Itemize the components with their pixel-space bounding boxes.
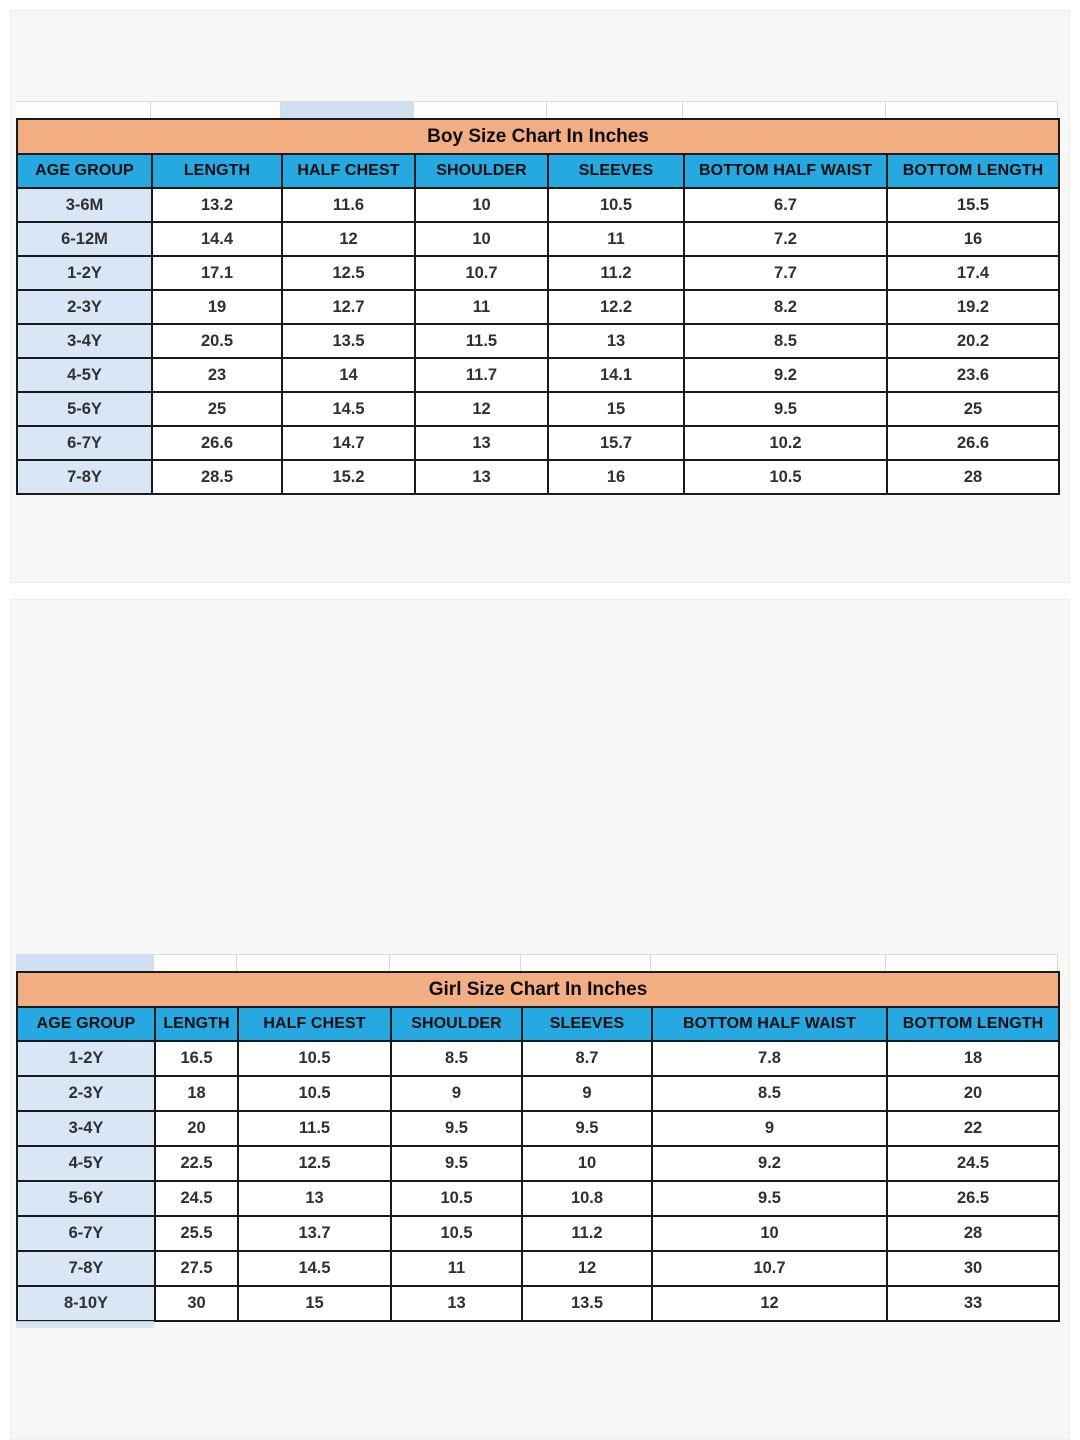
boy-column-header-4: SLEEVES: [548, 154, 684, 188]
boy-value-cell: 13.2: [152, 188, 282, 222]
girl-column-header-6: BOTTOM LENGTH: [887, 1007, 1059, 1041]
girl-value-cell: 30: [155, 1286, 238, 1321]
boy-value-cell: 14.7: [282, 426, 415, 460]
girl-value-cell: 14.5: [238, 1251, 391, 1286]
boy-age-cell: 1-2Y: [17, 256, 152, 290]
boy-value-cell: 14.1: [548, 358, 684, 392]
girl-table-row: [17, 1041, 1059, 1076]
strip-cell: [154, 955, 237, 971]
girl-table-row: [17, 1111, 1059, 1146]
boy-value-cell: 15: [548, 392, 684, 426]
boy-value-cell: 8.5: [684, 324, 887, 358]
strip-cell: [886, 955, 1058, 971]
boy-value-cell: 13: [415, 460, 548, 494]
boy-table-title: Boy Size Chart In Inches: [17, 119, 1059, 154]
boy-value-cell: 20.5: [152, 324, 282, 358]
girl-value-cell: 12: [522, 1251, 652, 1286]
girl-value-cell: 11: [391, 1251, 522, 1286]
boy-value-cell: 16: [887, 222, 1059, 256]
boy-value-cell: 13.5: [282, 324, 415, 358]
girl-value-cell: 24.5: [887, 1146, 1059, 1181]
girl-value-cell: 10.8: [522, 1181, 652, 1216]
girl-value-cell: 26.5: [887, 1181, 1059, 1216]
boy-table-row: [17, 256, 1059, 290]
boy-age-cell: 5-6Y: [17, 392, 152, 426]
girl-value-cell: 11.2: [522, 1216, 652, 1251]
girl-value-cell: 28: [887, 1216, 1059, 1251]
girl-value-cell: 9.5: [391, 1146, 522, 1181]
girl-column-header-3: SHOULDER: [391, 1007, 522, 1041]
boy-table-row: [17, 222, 1059, 256]
boy-value-cell: 12.5: [282, 256, 415, 290]
boy-value-cell: 9.5: [684, 392, 887, 426]
boy-table-row: [17, 460, 1059, 494]
boy-value-cell: 12.2: [548, 290, 684, 324]
spreadsheet-row-strip-girl: [16, 954, 1058, 971]
boy-value-cell: 25: [887, 392, 1059, 426]
boy-age-cell: 3-4Y: [17, 324, 152, 358]
girl-value-cell: 15: [238, 1286, 391, 1321]
girl-age-cell: 6-7Y: [17, 1216, 155, 1251]
boy-age-cell: 7-8Y: [17, 460, 152, 494]
boy-table-row: [17, 358, 1059, 392]
boy-value-cell: 11.7: [415, 358, 548, 392]
boy-value-cell: 13: [415, 426, 548, 460]
boy-value-cell: 16: [548, 460, 684, 494]
girl-table-row: [17, 1076, 1059, 1111]
girl-value-cell: 10.5: [238, 1041, 391, 1076]
boy-value-cell: 11.5: [415, 324, 548, 358]
girl-value-cell: 22: [887, 1111, 1059, 1146]
strip-highlight-cell: [281, 102, 414, 118]
girl-value-cell: 10: [652, 1216, 887, 1251]
girl-age-cell: 2-3Y: [17, 1076, 155, 1111]
girl-value-cell: 13: [238, 1181, 391, 1216]
girl-value-cell: 10.5: [391, 1216, 522, 1251]
strip-cell: [414, 102, 547, 118]
boy-value-cell: 15.2: [282, 460, 415, 494]
girl-table-row: [17, 1251, 1059, 1286]
boy-table-row: [17, 392, 1059, 426]
strip-cell: [651, 955, 886, 971]
boy-value-cell: 26.6: [152, 426, 282, 460]
boy-value-cell: 13: [548, 324, 684, 358]
boy-table-row: [17, 324, 1059, 358]
boy-value-cell: 10.5: [684, 460, 887, 494]
boy-value-cell: 17.4: [887, 256, 1059, 290]
girl-age-cell: 8-10Y: [17, 1286, 155, 1321]
boy-value-cell: 20.2: [887, 324, 1059, 358]
strip-cell: [683, 102, 886, 118]
girl-column-header-2: HALF CHEST: [238, 1007, 391, 1041]
girl-value-cell: 8.5: [391, 1041, 522, 1076]
girl-chart-panel: [10, 599, 1070, 1440]
boy-value-cell: 17.1: [152, 256, 282, 290]
girl-value-cell: 33: [887, 1286, 1059, 1321]
boy-value-cell: 10.5: [548, 188, 684, 222]
girl-value-cell: 16.5: [155, 1041, 238, 1076]
girl-value-cell: 18: [155, 1076, 238, 1111]
boy-age-cell: 6-12M: [17, 222, 152, 256]
girl-age-cell: 4-5Y: [17, 1146, 155, 1181]
girl-value-cell: 12.5: [238, 1146, 391, 1181]
girl-value-cell: 27.5: [155, 1251, 238, 1286]
girl-value-cell: 9.5: [652, 1181, 887, 1216]
girl-value-cell: 9.5: [522, 1111, 652, 1146]
boy-column-header-0: AGE GROUP: [17, 154, 152, 188]
boy-value-cell: 25: [152, 392, 282, 426]
girl-column-header-5: BOTTOM HALF WAIST: [652, 1007, 887, 1041]
girl-value-cell: 9.2: [652, 1146, 887, 1181]
girl-value-cell: 9: [391, 1076, 522, 1111]
boy-value-cell: 10: [415, 222, 548, 256]
spreadsheet-row-strip-boy: [16, 101, 1058, 118]
boy-value-cell: 28: [887, 460, 1059, 494]
girl-value-cell: 24.5: [155, 1181, 238, 1216]
boy-value-cell: 15.7: [548, 426, 684, 460]
girl-table-row: [17, 1216, 1059, 1251]
boy-column-header-2: HALF CHEST: [282, 154, 415, 188]
boy-age-cell: 4-5Y: [17, 358, 152, 392]
boy-value-cell: 11: [548, 222, 684, 256]
boy-table-row: [17, 426, 1059, 460]
boy-value-cell: 8.2: [684, 290, 887, 324]
girl-column-header-1: LENGTH: [155, 1007, 238, 1041]
strip-cell: [151, 102, 281, 118]
girl-value-cell: 10: [522, 1146, 652, 1181]
girl-table-row: [17, 1146, 1059, 1181]
boy-size-table: [16, 118, 1060, 495]
girl-size-table: [16, 971, 1060, 1322]
girl-size-table-wrap: [16, 971, 1058, 1322]
boy-column-header-5: BOTTOM HALF WAIST: [684, 154, 887, 188]
girl-value-cell: 12: [652, 1286, 887, 1321]
boy-value-cell: 10: [415, 188, 548, 222]
girl-value-cell: 30: [887, 1251, 1059, 1286]
boy-value-cell: 7.7: [684, 256, 887, 290]
girl-value-cell: 18: [887, 1041, 1059, 1076]
boy-age-cell: 2-3Y: [17, 290, 152, 324]
boy-column-header-3: SHOULDER: [415, 154, 548, 188]
girl-value-cell: 9: [522, 1076, 652, 1111]
boy-value-cell: 28.5: [152, 460, 282, 494]
boy-table-row: [17, 290, 1059, 324]
boy-value-cell: 12: [415, 392, 548, 426]
boy-value-cell: 11.6: [282, 188, 415, 222]
girl-table-row: [17, 1286, 1059, 1321]
boy-value-cell: 11: [415, 290, 548, 324]
girl-value-cell: 8.7: [522, 1041, 652, 1076]
boy-value-cell: 23.6: [887, 358, 1059, 392]
boy-value-cell: 10.7: [415, 256, 548, 290]
strip-cell: [547, 102, 683, 118]
boy-value-cell: 19: [152, 290, 282, 324]
strip-cell: [237, 955, 390, 971]
boy-value-cell: 10.2: [684, 426, 887, 460]
girl-value-cell: 20: [887, 1076, 1059, 1111]
boy-value-cell: 9.2: [684, 358, 887, 392]
girl-column-header-4: SLEEVES: [522, 1007, 652, 1041]
strip-highlight-cell: [16, 955, 154, 971]
girl-value-cell: 10.7: [652, 1251, 887, 1286]
boy-chart-panel: [10, 10, 1070, 583]
girl-age-cell: 5-6Y: [17, 1181, 155, 1216]
girl-value-cell: 9.5: [391, 1111, 522, 1146]
boy-value-cell: 7.2: [684, 222, 887, 256]
boy-value-cell: 6.7: [684, 188, 887, 222]
boy-value-cell: 14: [282, 358, 415, 392]
girl-column-header-0: AGE GROUP: [17, 1007, 155, 1041]
strip-cell: [886, 102, 1058, 118]
boy-column-header-1: LENGTH: [152, 154, 282, 188]
boy-value-cell: 23: [152, 358, 282, 392]
boy-column-header-6: BOTTOM LENGTH: [887, 154, 1059, 188]
girl-value-cell: 13.5: [522, 1286, 652, 1321]
girl-value-cell: 11.5: [238, 1111, 391, 1146]
girl-age-cell: 3-4Y: [17, 1111, 155, 1146]
boy-value-cell: 26.6: [887, 426, 1059, 460]
boy-size-table-wrap: [16, 118, 1058, 495]
girl-value-cell: 10.5: [238, 1076, 391, 1111]
boy-value-cell: 12: [282, 222, 415, 256]
boy-table-row: [17, 188, 1059, 222]
girl-value-cell: 8.5: [652, 1076, 887, 1111]
girl-value-cell: 25.5: [155, 1216, 238, 1251]
girl-value-cell: 7.8: [652, 1041, 887, 1076]
girl-value-cell: 10.5: [391, 1181, 522, 1216]
girl-value-cell: 13.7: [238, 1216, 391, 1251]
boy-age-cell: 3-6M: [17, 188, 152, 222]
boy-age-cell: 6-7Y: [17, 426, 152, 460]
strip-cell: [521, 955, 651, 971]
girl-value-cell: 22.5: [155, 1146, 238, 1181]
boy-value-cell: 14.4: [152, 222, 282, 256]
girl-age-cell: 1-2Y: [17, 1041, 155, 1076]
girl-table-title: Girl Size Chart In Inches: [17, 972, 1059, 1007]
girl-value-cell: 13: [391, 1286, 522, 1321]
age-column-selection-shadow: [16, 1321, 154, 1328]
boy-value-cell: 19.2: [887, 290, 1059, 324]
boy-value-cell: 12.7: [282, 290, 415, 324]
strip-cell: [16, 102, 151, 118]
boy-value-cell: 11.2: [548, 256, 684, 290]
girl-value-cell: 9: [652, 1111, 887, 1146]
boy-value-cell: 15.5: [887, 188, 1059, 222]
strip-cell: [390, 955, 521, 971]
boy-value-cell: 14.5: [282, 392, 415, 426]
girl-value-cell: 20: [155, 1111, 238, 1146]
girl-age-cell: 7-8Y: [17, 1251, 155, 1286]
girl-table-row: [17, 1181, 1059, 1216]
